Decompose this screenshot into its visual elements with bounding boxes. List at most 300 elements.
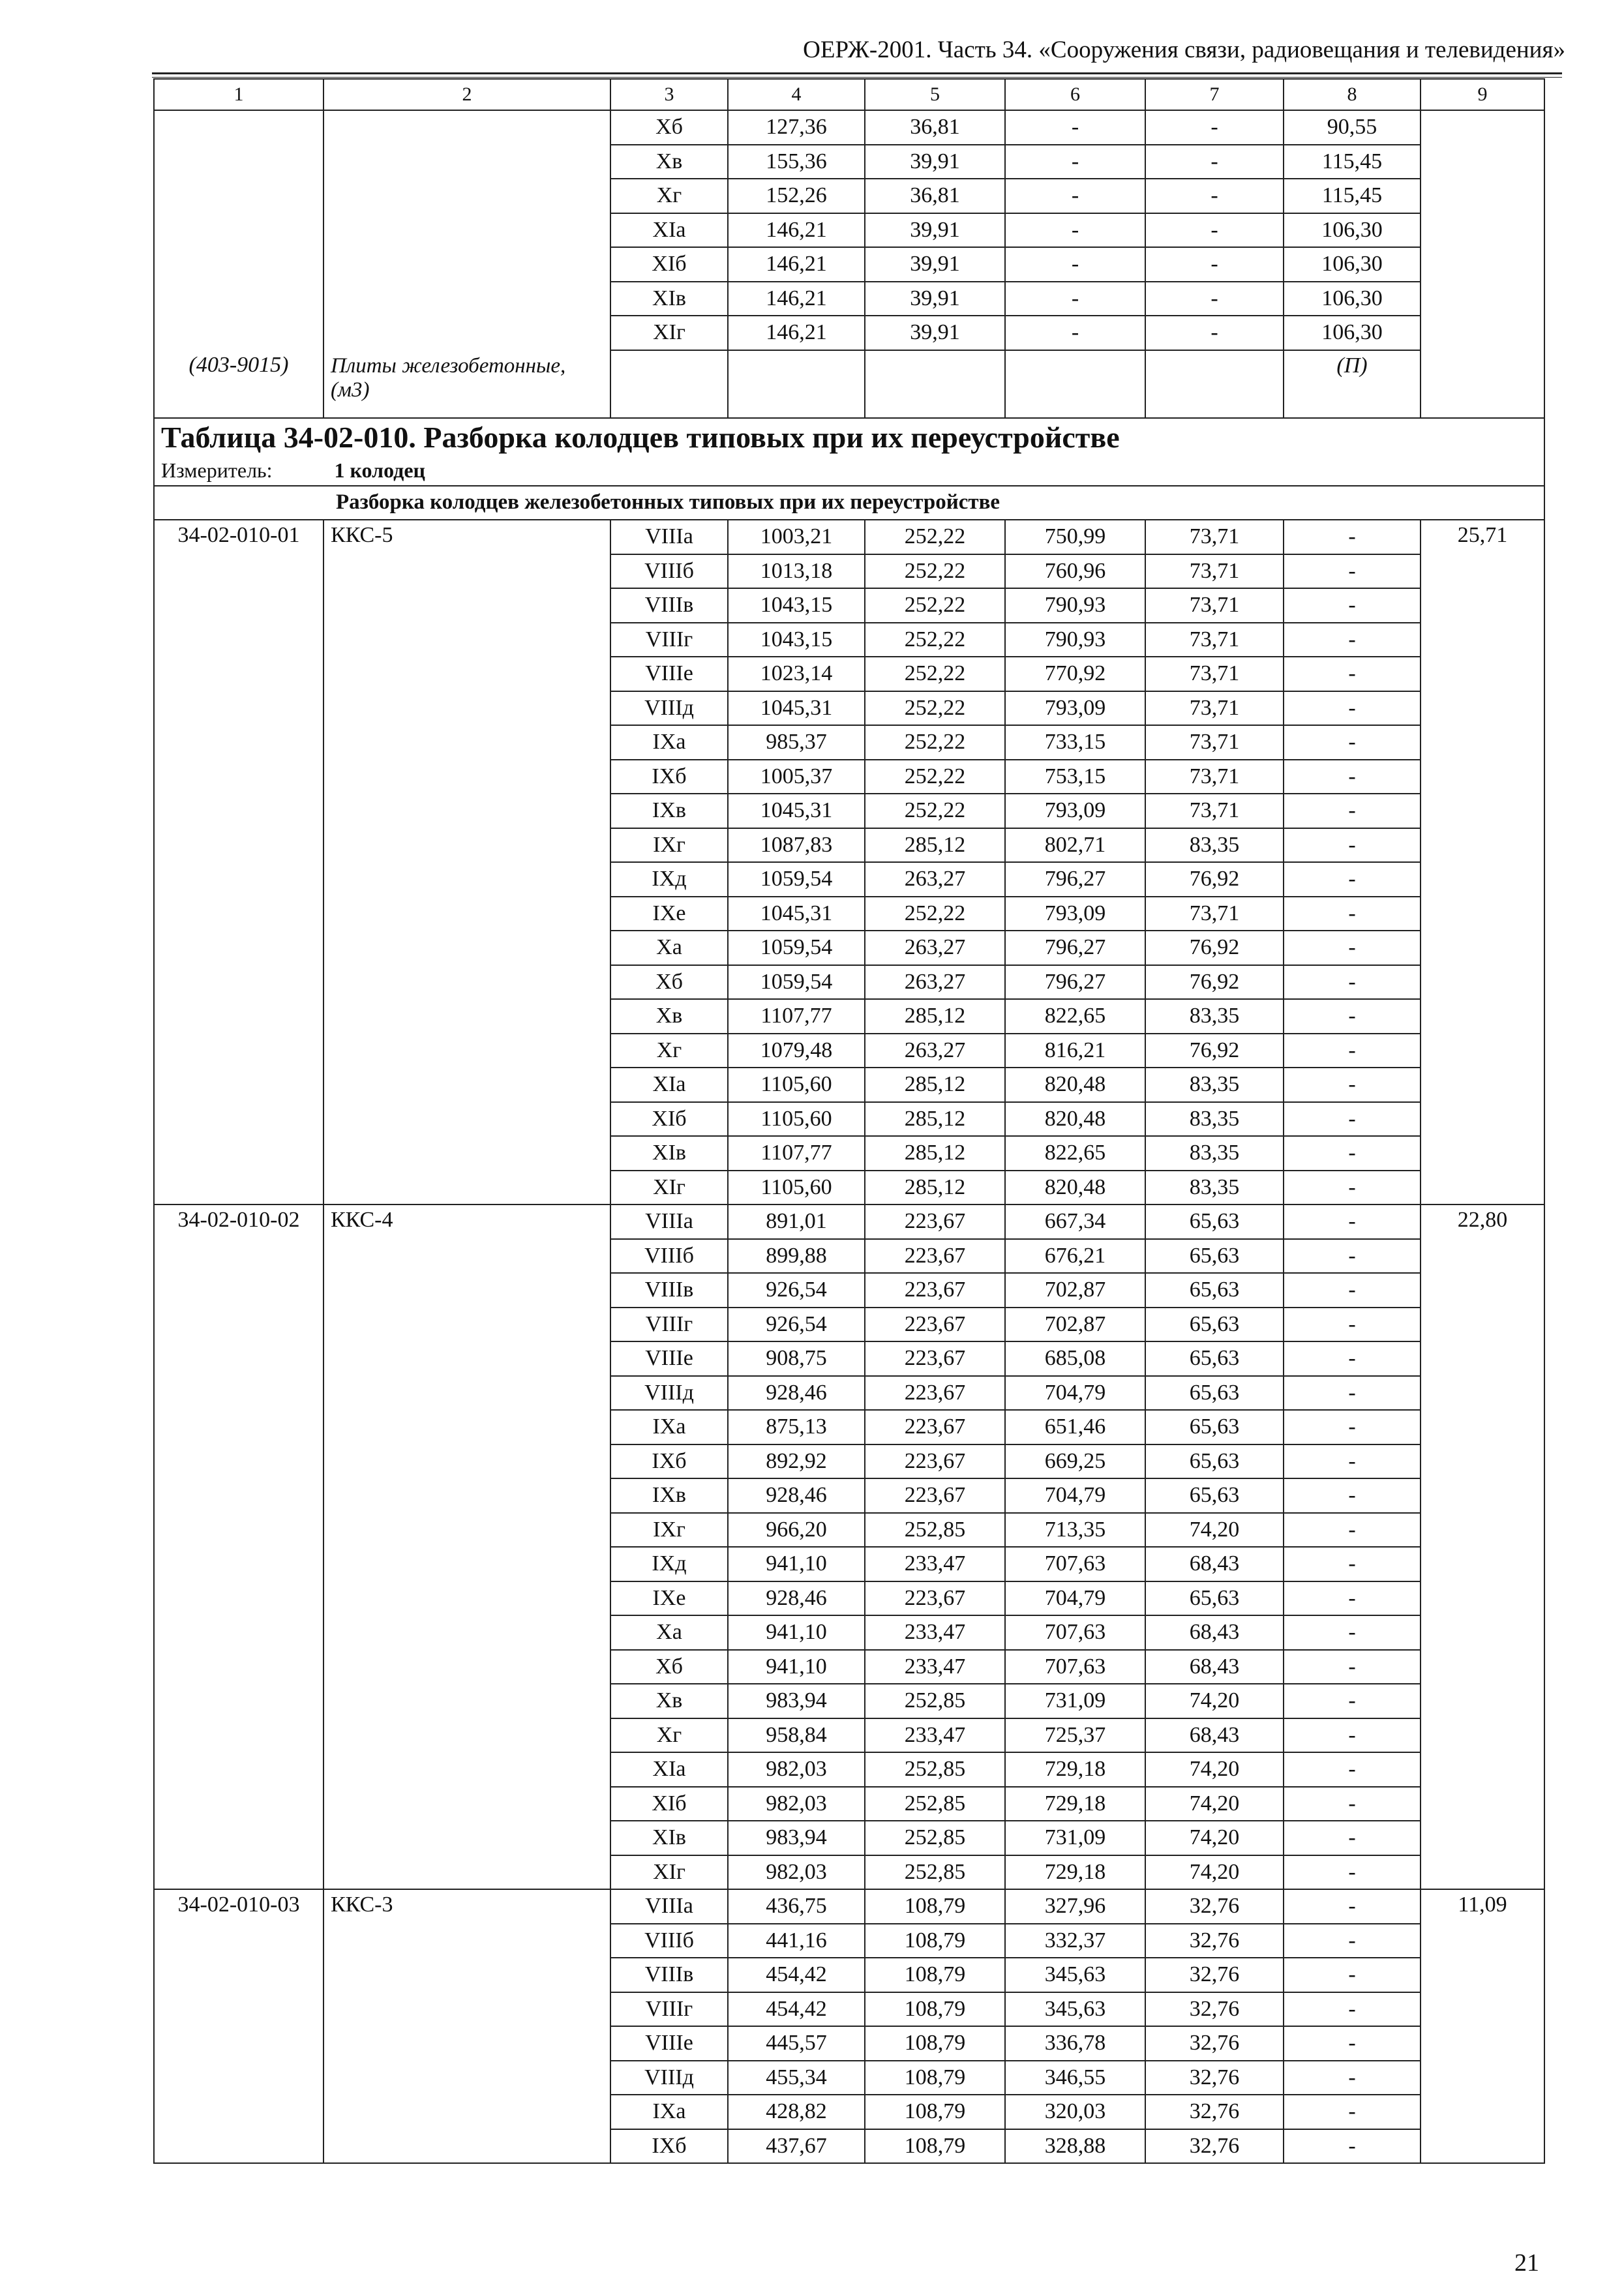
col8-value: - [1284, 1547, 1421, 1581]
empty-cell [728, 350, 865, 418]
column-number-row [154, 79, 1544, 110]
col8-value: - [1284, 1752, 1421, 1787]
col4-value: 437,67 [728, 2129, 865, 2164]
col6-value: 822,65 [1005, 1136, 1145, 1171]
col6-value: 731,09 [1005, 1821, 1145, 1855]
col7-value: 83,35 [1145, 1068, 1284, 1102]
resource-code-cell: IXе [610, 1581, 728, 1616]
col4-value: 1059,54 [728, 931, 865, 965]
resource-code-cell: XIг [610, 1855, 728, 1890]
col4-value: 983,94 [728, 1684, 865, 1718]
col4-value: 454,42 [728, 1958, 865, 1992]
col2-empty [323, 145, 610, 179]
col8-value: - [1284, 1821, 1421, 1855]
col6-value: 345,63 [1005, 1958, 1145, 1992]
col7-value: 32,76 [1145, 2095, 1284, 2129]
col6-value: 346,55 [1005, 2061, 1145, 2095]
resource-code-cell: XIг [610, 1171, 728, 1205]
col8-value: - [1284, 2026, 1421, 2061]
plate-name [323, 350, 610, 418]
col5-value: 252,22 [865, 623, 1005, 657]
col5-value: 39,91 [865, 145, 1005, 179]
col8-value: - [1284, 725, 1421, 760]
col7-value: - [1145, 247, 1284, 282]
col7-value: 73,71 [1145, 760, 1284, 794]
col5-value: 36,81 [865, 110, 1005, 145]
col6-value: 790,93 [1005, 588, 1145, 623]
col8-value: - [1284, 657, 1421, 691]
col8-value: - [1284, 931, 1421, 965]
col5-value: 223,67 [865, 1273, 1005, 1308]
col5-value: 223,67 [865, 1239, 1005, 1274]
col4-value: 146,21 [728, 282, 865, 316]
col8-value: - [1284, 1855, 1421, 1890]
col7-value: 73,71 [1145, 794, 1284, 828]
table-row [154, 1889, 1544, 1924]
col5-value: 223,67 [865, 1308, 1005, 1342]
col6-value: 676,21 [1005, 1239, 1145, 1274]
col8-value: - [1284, 794, 1421, 828]
resource-code-cell: VIIIг [610, 1308, 728, 1342]
resource-code-cell: IXб [610, 2129, 728, 2164]
col6-value: 793,09 [1005, 794, 1145, 828]
col6-value: 753,15 [1005, 760, 1145, 794]
col7-value: 65,63 [1145, 1273, 1284, 1308]
col4-value: 941,10 [728, 1615, 865, 1650]
col4-value: 941,10 [728, 1547, 865, 1581]
col6-value: 320,03 [1005, 2095, 1145, 2129]
col8-value: - [1284, 1513, 1421, 1548]
col1-empty [154, 179, 323, 213]
table-row [154, 145, 1544, 179]
resource-code-cell: XIв [610, 1821, 728, 1855]
col6-value: - [1005, 247, 1145, 282]
col4-value: 436,75 [728, 1889, 865, 1924]
col5-value: 252,22 [865, 520, 1005, 554]
col7-value: 73,71 [1145, 588, 1284, 623]
col7-value: 74,20 [1145, 1684, 1284, 1718]
col6-value: 793,09 [1005, 691, 1145, 726]
col7-value: 74,20 [1145, 1752, 1284, 1787]
resource-code-cell: IXг [610, 1513, 728, 1548]
col8-value: - [1284, 2095, 1421, 2129]
resource-code-cell: IXг [610, 828, 728, 863]
col7-value: 32,76 [1145, 1889, 1284, 1924]
col6-value: 760,96 [1005, 554, 1145, 589]
col2-empty [323, 110, 610, 145]
col5-value: 108,79 [865, 2026, 1005, 2061]
resource-code-cell: XIа [610, 1752, 728, 1787]
col4-value: 982,03 [728, 1855, 865, 1890]
col5-value: 233,47 [865, 1718, 1005, 1753]
resource-code-cell: Xб [610, 1650, 728, 1684]
col8-value: - [1284, 520, 1421, 554]
col6-value: 796,27 [1005, 965, 1145, 1000]
col8-value: - [1284, 1239, 1421, 1274]
resource-code-cell: XIг [610, 316, 728, 350]
col8-value: - [1284, 1034, 1421, 1068]
col6-value: 820,48 [1005, 1068, 1145, 1102]
col6-value: 704,79 [1005, 1478, 1145, 1513]
col6-value: 802,71 [1005, 828, 1145, 863]
col7-value: 83,35 [1145, 1102, 1284, 1137]
resource-code-cell: IXа [610, 725, 728, 760]
resource-code-cell: XIб [610, 1787, 728, 1821]
col6-value: 704,79 [1005, 1376, 1145, 1411]
col8-value: - [1284, 828, 1421, 863]
col6-value: 707,63 [1005, 1650, 1145, 1684]
col4-value: 146,21 [728, 247, 865, 282]
col6-value: 731,09 [1005, 1684, 1145, 1718]
col8-value: - [1284, 1341, 1421, 1376]
col8-value: - [1284, 623, 1421, 657]
col5-value: 285,12 [865, 999, 1005, 1034]
resource-code-cell: XIв [610, 282, 728, 316]
col4-value: 958,84 [728, 1718, 865, 1753]
col5-value: 39,91 [865, 213, 1005, 248]
col4-value: 1087,83 [728, 828, 865, 863]
col6-value: 725,37 [1005, 1718, 1145, 1753]
col5-value: 108,79 [865, 1958, 1005, 1992]
col6-value: 336,78 [1005, 2026, 1145, 2061]
empty-cell [865, 350, 1005, 418]
col8-value: - [1284, 1650, 1421, 1684]
table-row [154, 179, 1544, 213]
col8-value: - [1284, 760, 1421, 794]
col4-value: 1045,31 [728, 691, 865, 726]
col5-value: 36,81 [865, 179, 1005, 213]
empty-cell [1145, 350, 1284, 418]
resource-code-cell: Xв [610, 1684, 728, 1718]
measure-value: 1 колодец [334, 458, 425, 482]
col7-value: 73,71 [1145, 725, 1284, 760]
resource-code-cell: Xг [610, 179, 728, 213]
col1-empty [154, 282, 323, 316]
col8-value: - [1284, 1068, 1421, 1102]
col5-value: 39,91 [865, 247, 1005, 282]
col8-value: - [1284, 1684, 1421, 1718]
col2-empty [323, 213, 610, 248]
resource-code-cell: VIIIв [610, 1273, 728, 1308]
header-rule-thin [152, 77, 1562, 78]
col4-value: 983,94 [728, 1821, 865, 1855]
col6-value: 707,63 [1005, 1547, 1145, 1581]
column-number: 7 [1145, 79, 1284, 110]
col8-value: - [1284, 2129, 1421, 2164]
col4-value: 1045,31 [728, 897, 865, 931]
col8-value: - [1284, 1273, 1421, 1308]
col5-value: 223,67 [865, 1444, 1005, 1479]
col4-value: 1105,60 [728, 1068, 865, 1102]
col7-value: 32,76 [1145, 2129, 1284, 2164]
col8-value: - [1284, 1410, 1421, 1444]
resource-code-cell: VIIIв [610, 588, 728, 623]
col5-value: 223,67 [865, 1376, 1005, 1411]
resource-code-cell: VIIIд [610, 1376, 728, 1411]
col4-value: 899,88 [728, 1239, 865, 1274]
col4-value: 1013,18 [728, 554, 865, 589]
col7-value: 65,63 [1145, 1341, 1284, 1376]
col6-value: 332,37 [1005, 1924, 1145, 1958]
resource-code-cell: Xа [610, 931, 728, 965]
table-row [154, 282, 1544, 316]
col5-value: 252,22 [865, 657, 1005, 691]
col4-value: 928,46 [728, 1581, 865, 1616]
col5-value: 233,47 [865, 1615, 1005, 1650]
col8-value: - [1284, 1171, 1421, 1205]
column-number: 9 [1421, 79, 1544, 110]
col5-value: 252,22 [865, 554, 1005, 589]
col6-value: 713,35 [1005, 1513, 1145, 1548]
col8-value: - [1284, 1615, 1421, 1650]
col6-value: 729,18 [1005, 1855, 1145, 1890]
col5-value: 252,22 [865, 760, 1005, 794]
col4-value: 146,21 [728, 316, 865, 350]
col4-value: 1043,15 [728, 623, 865, 657]
col7-value: 73,71 [1145, 657, 1284, 691]
table-row [154, 247, 1544, 282]
col7-value: 73,71 [1145, 623, 1284, 657]
col6-value: 685,08 [1005, 1341, 1145, 1376]
measure-cell [154, 456, 1544, 486]
col8-value: 90,55 [1284, 110, 1421, 145]
col7-value: 74,20 [1145, 1821, 1284, 1855]
page-number: 21 [1514, 2249, 1539, 2277]
col5-value: 285,12 [865, 1136, 1005, 1171]
page-header-title: ОЕРЖ-2001. Часть 34. «Сооружения связи, радиовещания и телевидения» [803, 37, 1565, 63]
col5-value: 263,27 [865, 931, 1005, 965]
resource-code-cell: VIIIб [610, 554, 728, 589]
col5-value: 263,27 [865, 1034, 1005, 1068]
col8-value: - [1284, 965, 1421, 1000]
resource-code-cell: VIIIе [610, 2026, 728, 2061]
col5-value: 285,12 [865, 1171, 1005, 1205]
col6-value: - [1005, 213, 1145, 248]
col6-value: 707,63 [1005, 1615, 1145, 1650]
col4-value: 455,34 [728, 2061, 865, 2095]
col7-value: 65,63 [1145, 1410, 1284, 1444]
resource-code-cell: VIIIа [610, 520, 728, 554]
col2-empty [323, 247, 610, 282]
col4-value: 428,82 [728, 2095, 865, 2129]
col6-value: 651,46 [1005, 1410, 1145, 1444]
col8-value: - [1284, 1958, 1421, 1992]
col4-value: 1105,60 [728, 1171, 865, 1205]
col5-value: 263,27 [865, 862, 1005, 897]
col7-value: 32,76 [1145, 2026, 1284, 2061]
col6-value: 796,27 [1005, 931, 1145, 965]
rate-name: ККС-3 [323, 1889, 610, 2163]
col7-value: 74,20 [1145, 1787, 1284, 1821]
col5-value: 233,47 [865, 1650, 1005, 1684]
resource-code-cell: Xв [610, 999, 728, 1034]
col7-value: 73,71 [1145, 691, 1284, 726]
col8-value: 106,30 [1284, 316, 1421, 350]
col4-value: 1059,54 [728, 965, 865, 1000]
col5-value: 223,67 [865, 1204, 1005, 1239]
col7-value: 76,92 [1145, 965, 1284, 1000]
col6-value: 702,87 [1005, 1273, 1145, 1308]
col4-value: 1105,60 [728, 1102, 865, 1137]
col4-value: 441,16 [728, 1924, 865, 1958]
resource-code-cell: IXв [610, 794, 728, 828]
col6-value: 729,18 [1005, 1787, 1145, 1821]
col6-value: 667,34 [1005, 1204, 1145, 1239]
col7-value: - [1145, 179, 1284, 213]
column-number: 2 [323, 79, 610, 110]
col6-value: 327,96 [1005, 1889, 1145, 1924]
col8-value: 106,30 [1284, 282, 1421, 316]
col7-value: 83,35 [1145, 1171, 1284, 1205]
col8-value: - [1284, 588, 1421, 623]
col7-value: 65,63 [1145, 1204, 1284, 1239]
table-title-row [154, 418, 1544, 456]
col8-value: 106,30 [1284, 247, 1421, 282]
section-row [154, 486, 1544, 520]
col6-value: 702,87 [1005, 1308, 1145, 1342]
measure-row [154, 456, 1544, 486]
col8-value: - [1284, 1581, 1421, 1616]
column-number: 8 [1284, 79, 1421, 110]
rate-name: ККС-5 [323, 520, 610, 1204]
col7-value: 68,43 [1145, 1650, 1284, 1684]
resource-code-cell: VIIIд [610, 691, 728, 726]
col4-value: 1043,15 [728, 588, 865, 623]
col4-value: 891,01 [728, 1204, 865, 1239]
col4-value: 445,57 [728, 2026, 865, 2061]
rate-name: ККС-4 [323, 1204, 610, 1889]
col5-value: 223,67 [865, 1341, 1005, 1376]
resource-code-cell: XIв [610, 1136, 728, 1171]
col4-value: 1005,37 [728, 760, 865, 794]
resource-code-cell: IXб [610, 760, 728, 794]
col7-value: 73,71 [1145, 554, 1284, 589]
col5-value: 223,67 [865, 1478, 1005, 1513]
col7-value: 76,92 [1145, 931, 1284, 965]
col1-empty [154, 145, 323, 179]
col4-value: 1023,14 [728, 657, 865, 691]
resource-code-cell: VIIIв [610, 1958, 728, 1992]
col6-value: 733,15 [1005, 725, 1145, 760]
col5-value: 39,91 [865, 282, 1005, 316]
col5-value: 108,79 [865, 1924, 1005, 1958]
col5-value: 252,85 [865, 1684, 1005, 1718]
resource-code-cell: XIб [610, 247, 728, 282]
col6-value: - [1005, 316, 1145, 350]
col4-value: 127,36 [728, 110, 865, 145]
plate-row [154, 350, 1544, 418]
col5-value: 252,22 [865, 691, 1005, 726]
resource-code-cell: VIIIе [610, 657, 728, 691]
header-rule [152, 72, 1562, 74]
col8-value: - [1284, 1889, 1421, 1924]
col6-value: 820,48 [1005, 1171, 1145, 1205]
col7-value: 32,76 [1145, 2061, 1284, 2095]
col1-empty [154, 110, 323, 145]
col5-value: 233,47 [865, 1547, 1005, 1581]
col8-value: - [1284, 1718, 1421, 1753]
section-title: Разборка колодцев железобетонных типовых при их переустройстве [154, 486, 1544, 520]
col8-value: - [1284, 554, 1421, 589]
column-number: 6 [1005, 79, 1145, 110]
resource-code-cell: Xг [610, 1034, 728, 1068]
col4-value: 941,10 [728, 1650, 865, 1684]
col4-value: 1107,77 [728, 1136, 865, 1171]
col4-value: 1045,31 [728, 794, 865, 828]
col5-value: 252,85 [865, 1513, 1005, 1548]
col7-value: 65,63 [1145, 1444, 1284, 1479]
column-number: 5 [865, 79, 1005, 110]
measure-label: Измеритель: [161, 458, 273, 482]
col4-value: 155,36 [728, 145, 865, 179]
resource-code-cell: Xб [610, 965, 728, 1000]
col5-value: 252,85 [865, 1787, 1005, 1821]
col7-value: 76,92 [1145, 1034, 1284, 1068]
col5-value: 39,91 [865, 316, 1005, 350]
resource-code-cell: IXд [610, 1547, 728, 1581]
col7-value: - [1145, 110, 1284, 145]
col7-value: 32,76 [1145, 1958, 1284, 1992]
empty-cell [610, 350, 728, 418]
col7-value: 76,92 [1145, 862, 1284, 897]
col4-value: 982,03 [728, 1787, 865, 1821]
col6-value: 793,09 [1005, 897, 1145, 931]
resource-code-cell: VIIIг [610, 623, 728, 657]
col5-value: 223,67 [865, 1581, 1005, 1616]
col6-value: 345,63 [1005, 1992, 1145, 2027]
col8-value: - [1284, 1204, 1421, 1239]
col6-value: 770,92 [1005, 657, 1145, 691]
col6-value: 729,18 [1005, 1752, 1145, 1787]
col9-value: 25,71 [1421, 520, 1544, 1204]
rates-table [153, 78, 1545, 2164]
col5-value: 108,79 [865, 2129, 1005, 2164]
col6-value: 328,88 [1005, 2129, 1145, 2164]
col4-value: 926,54 [728, 1308, 865, 1342]
col8-value: - [1284, 897, 1421, 931]
resource-code-cell: IXа [610, 2095, 728, 2129]
col5-value: 285,12 [865, 1102, 1005, 1137]
col8-value: - [1284, 1924, 1421, 1958]
resource-code-cell: Xв [610, 145, 728, 179]
col4-value: 1079,48 [728, 1034, 865, 1068]
col4-value: 966,20 [728, 1513, 865, 1548]
col7-value: 65,63 [1145, 1581, 1284, 1616]
col6-value: - [1005, 179, 1145, 213]
col8-value: - [1284, 1992, 1421, 2027]
resource-code-cell: VIIIб [610, 1924, 728, 1958]
col5-value: 108,79 [865, 1889, 1005, 1924]
plate-note: (П) [1284, 350, 1421, 418]
col4-value: 982,03 [728, 1752, 865, 1787]
col5-value: 252,22 [865, 897, 1005, 931]
col1-empty [154, 316, 323, 350]
col6-value: 816,21 [1005, 1034, 1145, 1068]
resource-code-cell: XIб [610, 1102, 728, 1137]
col4-value: 908,75 [728, 1341, 865, 1376]
table-row [154, 110, 1544, 145]
col7-value: 65,63 [1145, 1478, 1284, 1513]
resource-code-cell: VIIIб [610, 1239, 728, 1274]
col5-value: 285,12 [865, 828, 1005, 863]
resource-code-cell: VIIIг [610, 1992, 728, 2027]
col4-value: 152,26 [728, 179, 865, 213]
resource-code-cell: XIа [610, 1068, 728, 1102]
col5-value: 252,22 [865, 794, 1005, 828]
col6-value: 796,27 [1005, 862, 1145, 897]
col6-value: 820,48 [1005, 1102, 1145, 1137]
col5-value: 285,12 [865, 1068, 1005, 1102]
